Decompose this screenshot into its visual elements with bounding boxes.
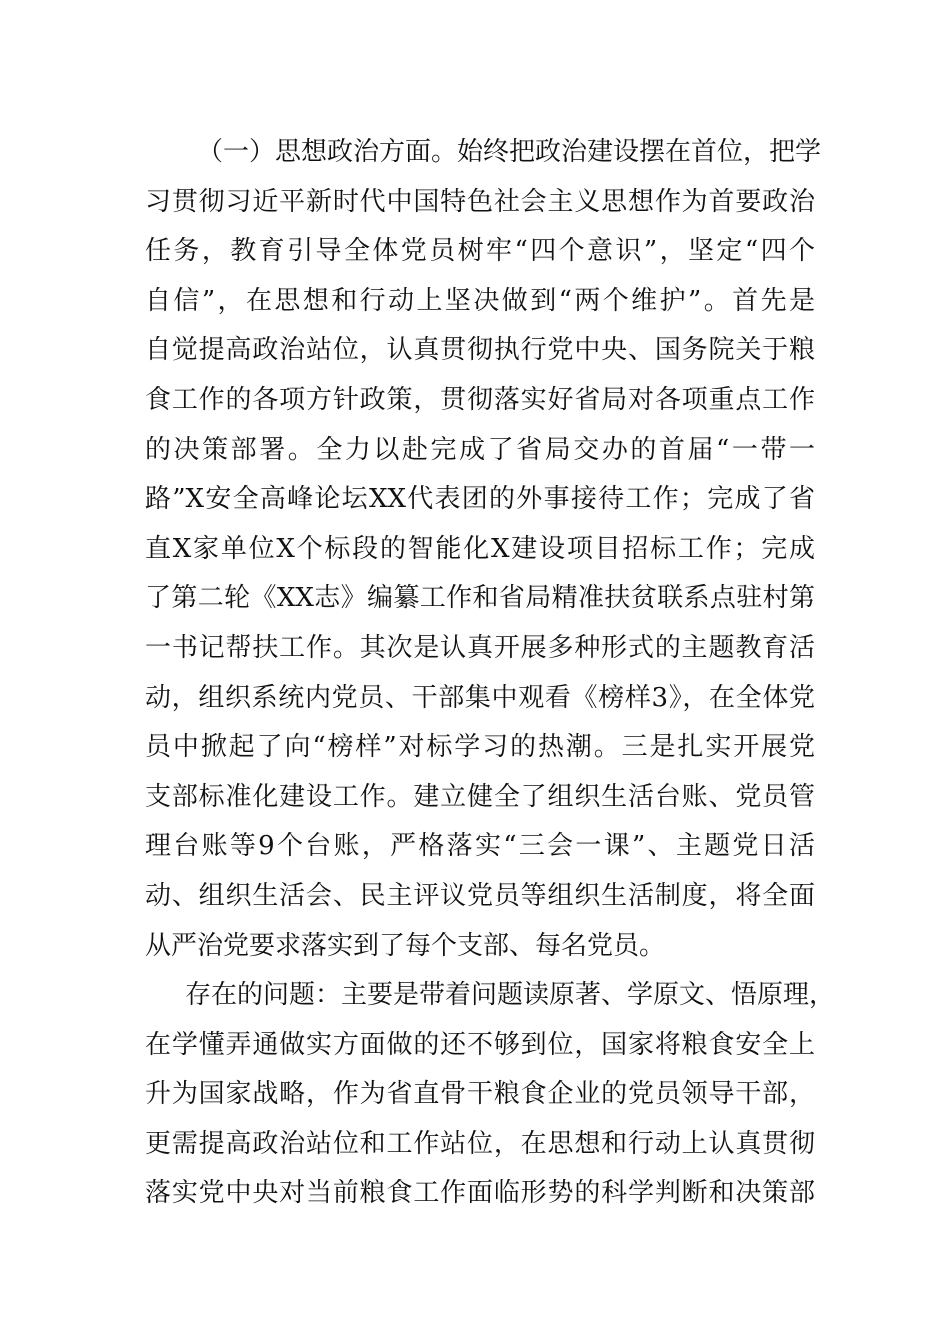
- text-line: 自信”，在思想和行动上坚决做到“两个维护”。首先是: [145, 285, 815, 316]
- text-line: 的决策部署。全力以赴完成了省局交办的首届“一带一: [145, 434, 815, 465]
- text-line: 员中掀起了向“榜样”对标学习的热潮。三是扎实开展党: [145, 732, 815, 763]
- text-line: 了第二轮《XX志》编纂工作和省局精准扶贫联系点驻村第: [145, 583, 815, 614]
- text-line: 支部标准化建设工作。建立健全了组织生活台账、党员管: [145, 781, 815, 812]
- text-line: 自觉提高政治站位，认真贯彻执行党中央、国务院关于粮: [145, 335, 815, 366]
- text-line: 理台账等9个台账，严格落实“三会一课”、主题党日活: [145, 831, 815, 862]
- text-line: 习贯彻习近平新时代中国特色社会主义思想作为首要政治: [145, 186, 815, 217]
- text-line: 直X家单位X个标段的智能化X建设项目招标工作；完成: [145, 533, 815, 564]
- text-line: 任务，教育引导全体党员树牢“四个意识”，坚定“四个: [145, 236, 815, 267]
- text-line: 存在的问题：主要是带着问题读原著、学原文、悟原理，: [185, 980, 836, 1011]
- text-line: 更需提高政治站位和工作站位，在思想和行动上认真贯彻: [145, 1128, 815, 1159]
- text-line: 落实党中央对当前粮食工作面临形势的科学判断和决策部: [145, 1178, 815, 1209]
- text-line: 路”X安全高峰论坛XX代表团的外事接待工作；完成了省: [145, 484, 815, 515]
- text-line: （一）思想政治方面。始终把政治建设摆在首位，把学: [197, 137, 822, 167]
- text-line: 升为国家战略，作为省直骨干粮食企业的党员领导干部，: [145, 1079, 815, 1110]
- text-line: 从严治党要求落实到了每个支部、每名党员。: [145, 930, 666, 961]
- text-line: 食工作的各项方针政策，贯彻落实好省局对各项重点工作: [145, 384, 815, 415]
- document-body: [145, 128, 836, 1219]
- paragraph-ideological-political: [145, 128, 822, 971]
- text-line: 动，组织系统内党员、干部集中观看《榜样3》，在全体党: [145, 682, 815, 713]
- text-line: 一书记帮扶工作。其次是认真开展多种形式的主题教育活: [145, 632, 815, 663]
- text-line: 在学懂弄通做实方面做的还不够到位，国家将粮食安全上: [145, 1029, 815, 1060]
- text-line: 动、组织生活会、民主评议党员等组织生活制度，将全面: [145, 880, 815, 911]
- paragraph-existing-problems: [145, 971, 836, 1219]
